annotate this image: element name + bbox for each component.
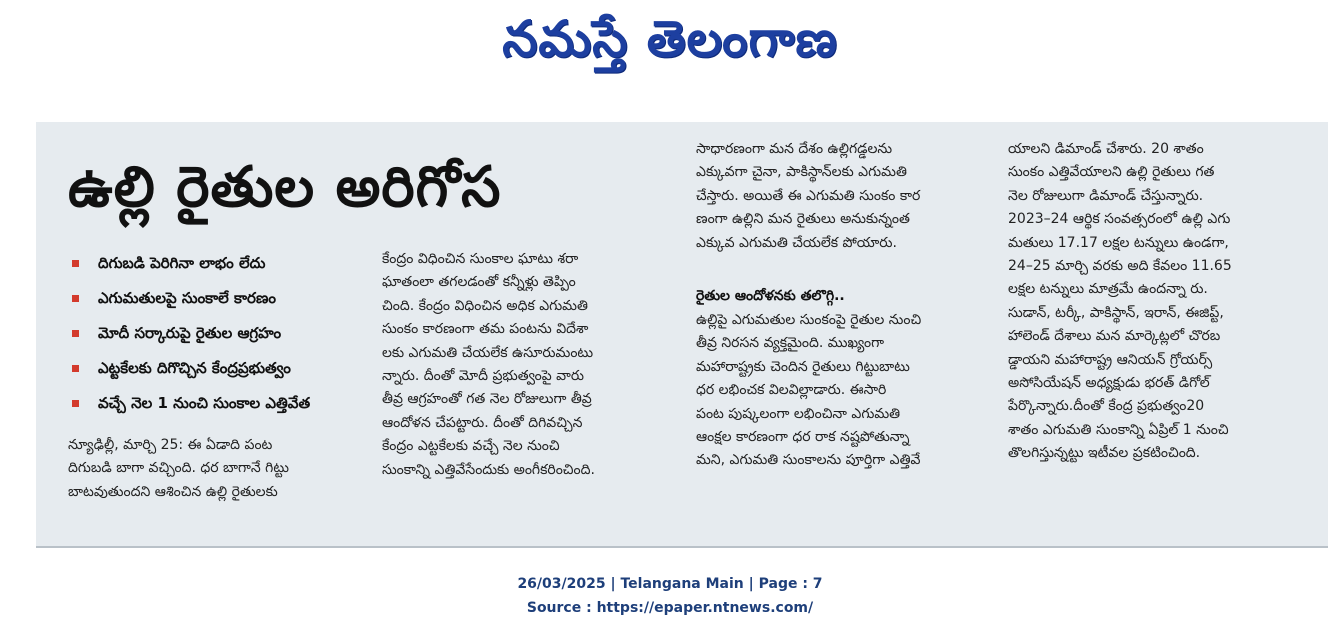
bullet-square-icon [72,330,79,337]
bullet-square-icon [72,400,79,407]
body-line: సుంకాన్ని ఎత్తివేసేందుకు అంగీకరించింది. [382,461,595,478]
body-line: 24–25 మార్చి వరకు అది కేవలం 11.65 [1008,258,1232,275]
body-line: 2023–24 ఆర్థిక సంవత్సరంలో ఉల్లి ఎగు [1008,211,1231,228]
body-line: అసోసియేషన్ అధ్యక్షుడు భరత్ డిగోల్ [1008,375,1210,392]
bullet-square-icon [72,295,79,302]
body-line: ఎక్కువగా చైనా, పాకిస్థాన్‌లకు ఎగుమతి [696,164,907,181]
body-line: యాలని డిమాండ్ చేశారు. 20 శాతం [1008,141,1204,157]
article-column-4 [1008,138,1294,466]
highlight-item: దిగుబడి పెరిగినా లాభం లేదు [68,246,368,281]
body-line: మని, ఎగుమతి సుంకాలను పూర్తిగా ఎత్తివే [696,452,921,469]
body-line: హాలెండ్ దేశాలు మన మార్కెట్లలో చొరబ [1008,328,1221,345]
body-line: మతులు 17.17 లక్షల టన్నులు ఉండగా, [1008,234,1229,251]
body-line: చింది. కేంద్రం విధించిన అధిక ఎగుమతి [382,297,588,314]
highlight-item: మోదీ సర్కారుపై రైతుల ఆగ్రహం [68,316,368,351]
body-line: తొలగిస్తున్నట్టు ఇటీవల ప్రకటించింది. [1008,445,1201,462]
article-column-3 [696,138,986,473]
highlight-item: వచ్చే నెల 1 నుంచి సుంకాల ఎత్తివేత [68,386,368,421]
source-link[interactable]: Source : https://epaper.ntnews.com/ [526,600,814,616]
section-subheading: రైతుల ఆందోళనకు తలొగ్గి.. [696,288,845,305]
body-line: సాధారణంగా మన దేశం ఉల్లిగడ్డలను [696,141,893,157]
body-line: నెల రోజులుగా డిమాండ్ చేస్తున్నారు. [1008,187,1204,204]
body-line: మహారాష్ట్రకు చెందిన రైతులు గిట్టుబాటు [696,358,910,375]
body-line: దిగుబడి బాగా వచ్చింది. ధర బాగానే గిట్టు [68,460,289,477]
body-line: న్యూఢిల్లీ, మార్చి 25: ఈ ఏడాది పంట [68,437,273,453]
article-headline: ఉల్లి రైతుల అరిగోస [68,155,502,220]
body-line: పేర్కొన్నారు.దీంతో కేంద్ర ప్రభుత్వం20 [1008,398,1205,415]
highlight-item: ఎగుమతులపై సుంకాలే కారణం [68,281,368,316]
body-line: లకు ఎగుమతి చేయలేక ఉసూరుమంటు [382,344,594,361]
article-column-2 [382,248,672,482]
body-line: ఎక్కువ ఎగుమతి చేయలేక పోయారు. [696,234,897,251]
body-line: తీవ్ర ఆగ్రహంతో గత నెల రోజులుగా తీవ్ర [382,391,592,408]
body-line: పంట పుష్కలంగా లభించినా ఎగుమతి [696,405,901,422]
body-line: ఆందోళన చేపట్టారు. దీంతో దిగివచ్చిన [382,414,583,431]
body-line: సుంకం కారణంగా తమ పంటను విదేశా [382,321,589,338]
body-line: డ్డాయని మహారాష్ట్ర ఆనియన్ గ్రోయర్స్ [1008,351,1213,368]
body-line: చేస్తారు. అయితే ఈ ఎగుమతి సుంకం కార [696,187,921,204]
body-line: ణంగా ఉల్లిని మన రైతులు అనుకున్నంత [696,211,910,228]
masthead-logo: నమస్తే తెలంగాణ [502,10,838,68]
bullet-square-icon [72,365,79,372]
body-line: కేంద్రం విధించిన సుంకాల ఘాటు శరా [382,251,579,267]
bullet-square-icon [72,260,79,267]
clip-footer [0,572,1340,620]
body-line: సుంకం ఎత్తివేయాలని ఉల్లి రైతులు గత [1008,164,1215,181]
highlights-list [68,246,368,421]
highlight-item: ఎట్టకేలకు దిగొచ్చిన కేంద్రప్రభుత్వం [68,351,368,386]
body-line: ఘాతంలా తగలడంతో కన్నీళ్లు తెప్పిం [382,274,576,291]
article-clip [36,122,1328,548]
body-line: కేంద్రం ఎట్టకేలకు వచ్చే నెల నుంచి [382,438,560,455]
body-line: ఆంక్షల కారణంగా ధర రాక నష్టపోతున్నా [696,429,910,446]
body-line: లక్షల టన్నులు మాత్రమే ఉందన్నా రు. [1008,281,1208,298]
body-line: శాతం ఎగుమతి సుంకాన్ని ఏప్రిల్ 1 నుంచి [1008,421,1229,438]
body-line: న్నారు. దీంతో మోదీ ప్రభుత్వంపై వారు [382,368,584,385]
body-line: ధర లభించక విలవిల్లాడారు. ఈసారి [696,382,887,399]
body-line: తీవ్ర నిరసన వ్యక్తమైంది. ముఖ్యంగా [696,335,884,352]
body-line: బాటవుతుందని ఆశించిన ఉల్లి రైతులకు [68,483,278,500]
body-line: సుడాన్, టర్కీ, పాకిస్థాన్, ఇరాన్, ఈజిప్ట్, [1008,304,1224,321]
body-line: ఉల్లిపై ఎగుమతుల సుంకంపై రైతుల నుంచి [696,312,922,329]
edition-info: 26/03/2025 | Telangana Main | Page : 7 [517,576,823,592]
article-column-1 [68,434,368,504]
